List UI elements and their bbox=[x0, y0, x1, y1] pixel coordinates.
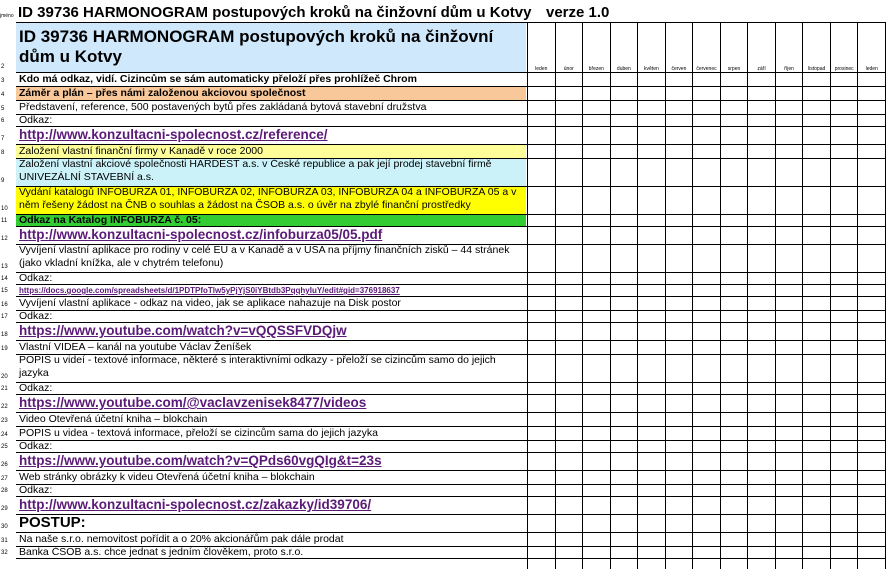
row-border bbox=[16, 354, 885, 355]
link-cell[interactable] bbox=[16, 452, 526, 470]
month-label: leden bbox=[535, 66, 548, 72]
row-number: 14 bbox=[1, 276, 8, 282]
text-cell bbox=[16, 114, 526, 126]
row-number: 17 bbox=[1, 314, 8, 320]
row-number: 24 bbox=[1, 432, 8, 438]
row-number: 25 bbox=[1, 444, 8, 450]
text-cell bbox=[16, 86, 526, 100]
row-number: 7 bbox=[1, 136, 5, 142]
text-cell bbox=[16, 272, 526, 284]
cell-text: Odkaz: bbox=[19, 272, 53, 284]
row-border bbox=[16, 272, 885, 273]
month-label: únor bbox=[563, 66, 574, 72]
text-cell bbox=[16, 340, 526, 354]
document-title: ID 39736 HARMONOGRAM postupových kroků na činžovní dům u Kotvy bbox=[18, 4, 532, 21]
row-border bbox=[16, 186, 885, 187]
link-cell[interactable] bbox=[16, 226, 526, 244]
row-number: 15 bbox=[1, 288, 8, 294]
section-heading-text: POSTUP: bbox=[19, 514, 86, 531]
cell-text: Web stránky obrázky k videu Otevřená účetní kniha – blokchain bbox=[19, 471, 315, 483]
link-cell[interactable] bbox=[16, 284, 526, 296]
row-border bbox=[16, 144, 885, 145]
row-number: 18 bbox=[1, 332, 8, 338]
hyperlink[interactable]: https://www.youtube.com/watch?v=vQQSSFVDQjw bbox=[19, 323, 347, 338]
row-number: 23 bbox=[1, 418, 8, 424]
month-label: duben bbox=[616, 66, 631, 72]
month-label: prosinec bbox=[834, 66, 854, 72]
row-number: 26 bbox=[1, 462, 8, 468]
row-border bbox=[16, 214, 885, 215]
text-cell bbox=[16, 382, 526, 394]
text-cell bbox=[16, 214, 526, 226]
cell-text: Vydání katalogů INFOBURZA 01, INFOBURZA 02, INFOBURZA 03, INFOBURZA 04 a INFOBURZA 05 a v něm řešeny žádost na ČNB o souhlas a žádost na ČSOB a.s. o úvěr na zbylé finanční prostředky bbox=[19, 186, 517, 211]
row-number: 4 bbox=[1, 92, 5, 98]
row-border bbox=[16, 496, 885, 497]
cell-text: Odkaz: bbox=[19, 310, 53, 322]
link-cell[interactable] bbox=[16, 496, 526, 514]
row-border bbox=[16, 558, 885, 559]
cell-text: POPIS u videí - textové informace, některé s interaktivními odkazy - přeloží se cizincům samo do jejich jazyka bbox=[19, 354, 496, 379]
month-label: březen bbox=[588, 66, 604, 72]
month-label: listopad bbox=[808, 66, 826, 72]
hyperlink[interactable]: http://www.konzultacni-spolecnost.cz/reference/ bbox=[19, 127, 328, 142]
month-label: květen bbox=[644, 66, 659, 72]
text-cell bbox=[16, 440, 526, 452]
text-cell bbox=[16, 310, 526, 322]
cell-text: Vyvíjení vlastní aplikace - odkaz na video, jak se aplikace nahazuje na Disk postor bbox=[19, 297, 401, 309]
row-number: 3 bbox=[1, 78, 5, 84]
row-border bbox=[16, 322, 885, 323]
month-label: červenec bbox=[696, 66, 717, 72]
row-border bbox=[16, 100, 885, 101]
month-label: leden bbox=[865, 66, 878, 72]
cell-text: Vlastní VIDEA – kanál na youtube Václav Ženíšek bbox=[19, 341, 252, 353]
row-number: 11 bbox=[1, 218, 8, 224]
row-number: 30 bbox=[1, 524, 8, 530]
cell-text: Na naše s.r.o. nemovitost pořídit a o 20% akcionářům pak dále prodat bbox=[19, 533, 344, 545]
row-border bbox=[16, 158, 885, 159]
row-border bbox=[16, 86, 885, 87]
text-cell bbox=[16, 354, 526, 382]
cell-text: Odkaz: bbox=[19, 382, 53, 394]
row-border bbox=[16, 340, 885, 341]
row-border bbox=[16, 470, 885, 471]
text-cell bbox=[16, 144, 526, 158]
hyperlink[interactable]: https://www.youtube.com/watch?v=QPds60vgQIg&t=23s bbox=[19, 453, 382, 468]
header-bottom-border bbox=[16, 72, 885, 73]
text-cell bbox=[16, 100, 526, 114]
hyperlink[interactable]: http://www.konzultacni-spolecnost.cz/infoburza05/05.pdf bbox=[19, 227, 383, 242]
text-cell bbox=[16, 296, 526, 310]
row-border bbox=[16, 226, 885, 227]
text-cell bbox=[16, 72, 526, 86]
cell-text: Odkaz: bbox=[19, 440, 53, 452]
row-number: 9 bbox=[1, 178, 5, 184]
text-cell bbox=[16, 426, 526, 440]
text-cell bbox=[16, 186, 526, 214]
cell-text: Založení vlastní akciové společnosti HARDEST a.s. v České republice a pak její prodej stavební firmě UNIVEZÁLNÍ STAVEBNÍ a.s. bbox=[19, 158, 492, 183]
month-label: říjen bbox=[784, 66, 794, 72]
month-label: září bbox=[757, 66, 766, 72]
row-border bbox=[16, 126, 885, 127]
cell-text: Odkaz na Katalog INFOBURZA č. 05: bbox=[19, 214, 202, 226]
text-cell bbox=[16, 546, 526, 558]
text-cell bbox=[16, 244, 526, 272]
text-cell bbox=[16, 484, 526, 496]
row-border bbox=[16, 514, 885, 515]
row-border bbox=[16, 284, 885, 285]
link-cell[interactable] bbox=[16, 126, 526, 144]
section-heading bbox=[16, 514, 526, 532]
cell-text: Video Otevřená účetní kniha – blokchain bbox=[19, 413, 208, 425]
row-number: 32 bbox=[1, 550, 8, 556]
row-number: 20 bbox=[1, 374, 8, 380]
cell-text: Založení vlastní finanční firmy v Kanadě v roce 2000 bbox=[19, 145, 263, 157]
row-border bbox=[16, 412, 885, 413]
row-number: 8 bbox=[1, 150, 5, 156]
cell-text: Banka ČSOB a.s. chce jednat s jedním člověkem, proto s.r.o. bbox=[19, 546, 304, 558]
cell-text: Odkaz: bbox=[19, 114, 53, 126]
row-number: 29 bbox=[1, 506, 8, 512]
row-border bbox=[16, 426, 885, 427]
row-number: 22 bbox=[1, 404, 8, 410]
row-number: 16 bbox=[1, 302, 8, 308]
row-number: 5 bbox=[1, 106, 5, 112]
grid-right-border bbox=[885, 22, 886, 569]
row-number: 12 bbox=[1, 236, 8, 242]
month-label: srpen bbox=[727, 66, 741, 72]
link-cell[interactable] bbox=[16, 322, 526, 340]
cell-text: Kdo má odkaz, vidí. Cizincům se sám automaticky přeloží přes prohlížeč Chrom bbox=[19, 73, 417, 85]
row-number: 31 bbox=[1, 538, 8, 544]
text-cell bbox=[16, 158, 526, 186]
hyperlink[interactable]: http://www.konzultacni-spolecnost.cz/zakazky/id39706/ bbox=[19, 497, 372, 512]
cell-text: Záměr a plán – přes námi založenou akciovou společnost bbox=[19, 87, 306, 99]
hyperlink[interactable]: https://www.youtube.com/@vaclavzenisek8477/videos bbox=[19, 395, 367, 410]
hyperlink[interactable]: https://docs.google.com/spreadsheets/d/1PDTPfoTlw5yPjYjS0iYBtdb3PqqhyIuY/edit#gid=376918637 bbox=[19, 286, 400, 295]
top-row bbox=[0, 0, 887, 22]
row-border bbox=[16, 394, 885, 395]
header-title: ID 39736 HARMONOGRAM postupových kroků na činžovní dům u Kotvy bbox=[16, 22, 526, 72]
row-border bbox=[16, 452, 885, 453]
cell-text: Odkaz: bbox=[19, 484, 53, 496]
row-border bbox=[16, 484, 885, 485]
row-border bbox=[16, 114, 885, 115]
row-border bbox=[16, 440, 885, 441]
grid-top-border bbox=[16, 22, 885, 23]
row-number: 21 bbox=[1, 386, 8, 392]
cell-text: POPIS u videa - textová informace, přeloží se cizincům sama do jejich jazyka bbox=[19, 427, 378, 439]
row-number: 10 bbox=[1, 206, 8, 212]
row-number: 27 bbox=[1, 476, 8, 482]
row-border bbox=[16, 532, 885, 533]
row-number: 2 bbox=[1, 64, 5, 70]
row-number: 13 bbox=[1, 264, 8, 270]
row-number: 28 bbox=[1, 488, 8, 494]
row-number: 19 bbox=[1, 346, 8, 352]
row-number: 6 bbox=[1, 118, 5, 124]
cell-text: Představení, reference, 500 postavených bytů přes zakládaná bytová stavební družstva bbox=[19, 101, 427, 113]
version-label: verze 1.0 bbox=[546, 4, 610, 21]
text-cell bbox=[16, 470, 526, 484]
row-border bbox=[16, 546, 885, 547]
row-border bbox=[16, 310, 885, 311]
cell-text: Vyvíjení vlastní aplikace pro rodiny v celé EU a v Kanadě a v USA na příjmy finančních zisků – 44 stránek (jako vkladní knížka, ale v chytrém telefonu) bbox=[19, 244, 510, 269]
row-label: jméno bbox=[0, 13, 14, 19]
row-border bbox=[16, 382, 885, 383]
row-border bbox=[16, 296, 885, 297]
text-cell bbox=[16, 532, 526, 546]
row-border bbox=[16, 244, 885, 245]
month-label: červen bbox=[671, 66, 687, 72]
link-cell[interactable] bbox=[16, 394, 526, 412]
text-cell bbox=[16, 412, 526, 426]
